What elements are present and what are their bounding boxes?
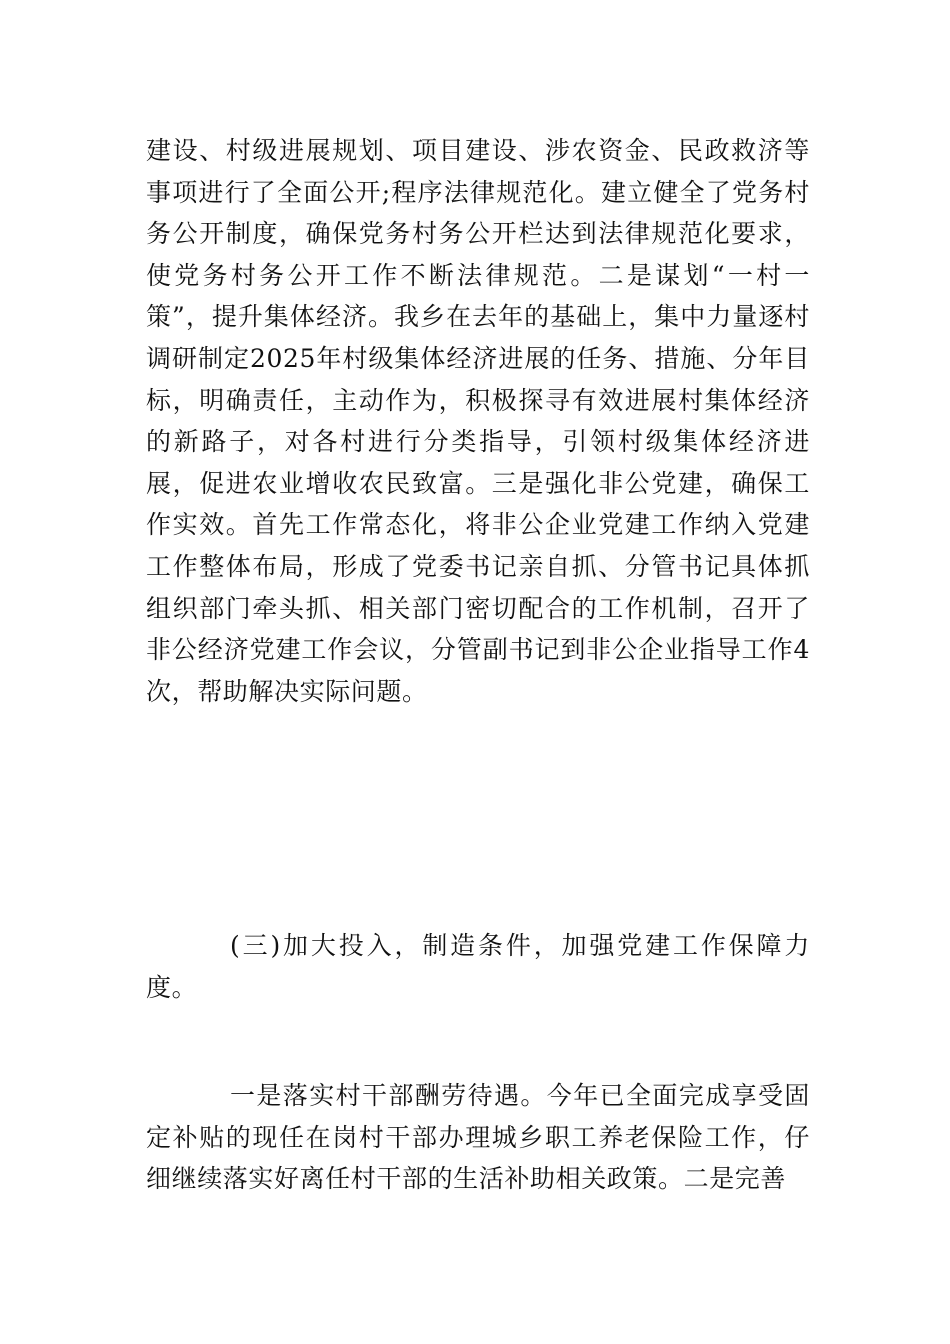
body-paragraph-1: 建设、村级进展规划、项目建设、涉农资金、民政救济等事项进行了全面公开;程序法律规范化。建立健全了党务村务公开制度，确保党务村务公开栏达到法律规范化要求，使党务村务公开工作不断法律规范。二是谋划“一村一策”，提升集体经济。我乡在去年的基础上，集中力量逐村调研制定2025年村级集体经济进展的任务、措施、分年目标，明确责任，主动作为，积极探寻有效进展村集体经济的新路子，对各村进行分类指导，引领村级集体经济进展，促进农业增收农民致富。三是强化非公党建，确保工作实效。首先工作常态化，将非公企业党建工作纳入党建工作整体布局，形成了党委书记亲自抓、分管书记具体抓组织部门牵头抓、相关部门密切配合的工作机制，召开了非公经济党建工作会议，分管副书记到非公企业指导工作4次，帮助解决实际问题。 (146, 136, 810, 706)
section-heading-3: (三)加大投入，制造条件，加强党建工作保障力度。 (146, 931, 810, 1002)
body-paragraph-2: 一是落实村干部酬劳待遇。今年已全面完成享受固定补贴的现任在岗村干部办理城乡职工养老保险工作，仔细继续落实好离任村干部的生活补助相关政策。二是完善 (146, 1081, 810, 1194)
